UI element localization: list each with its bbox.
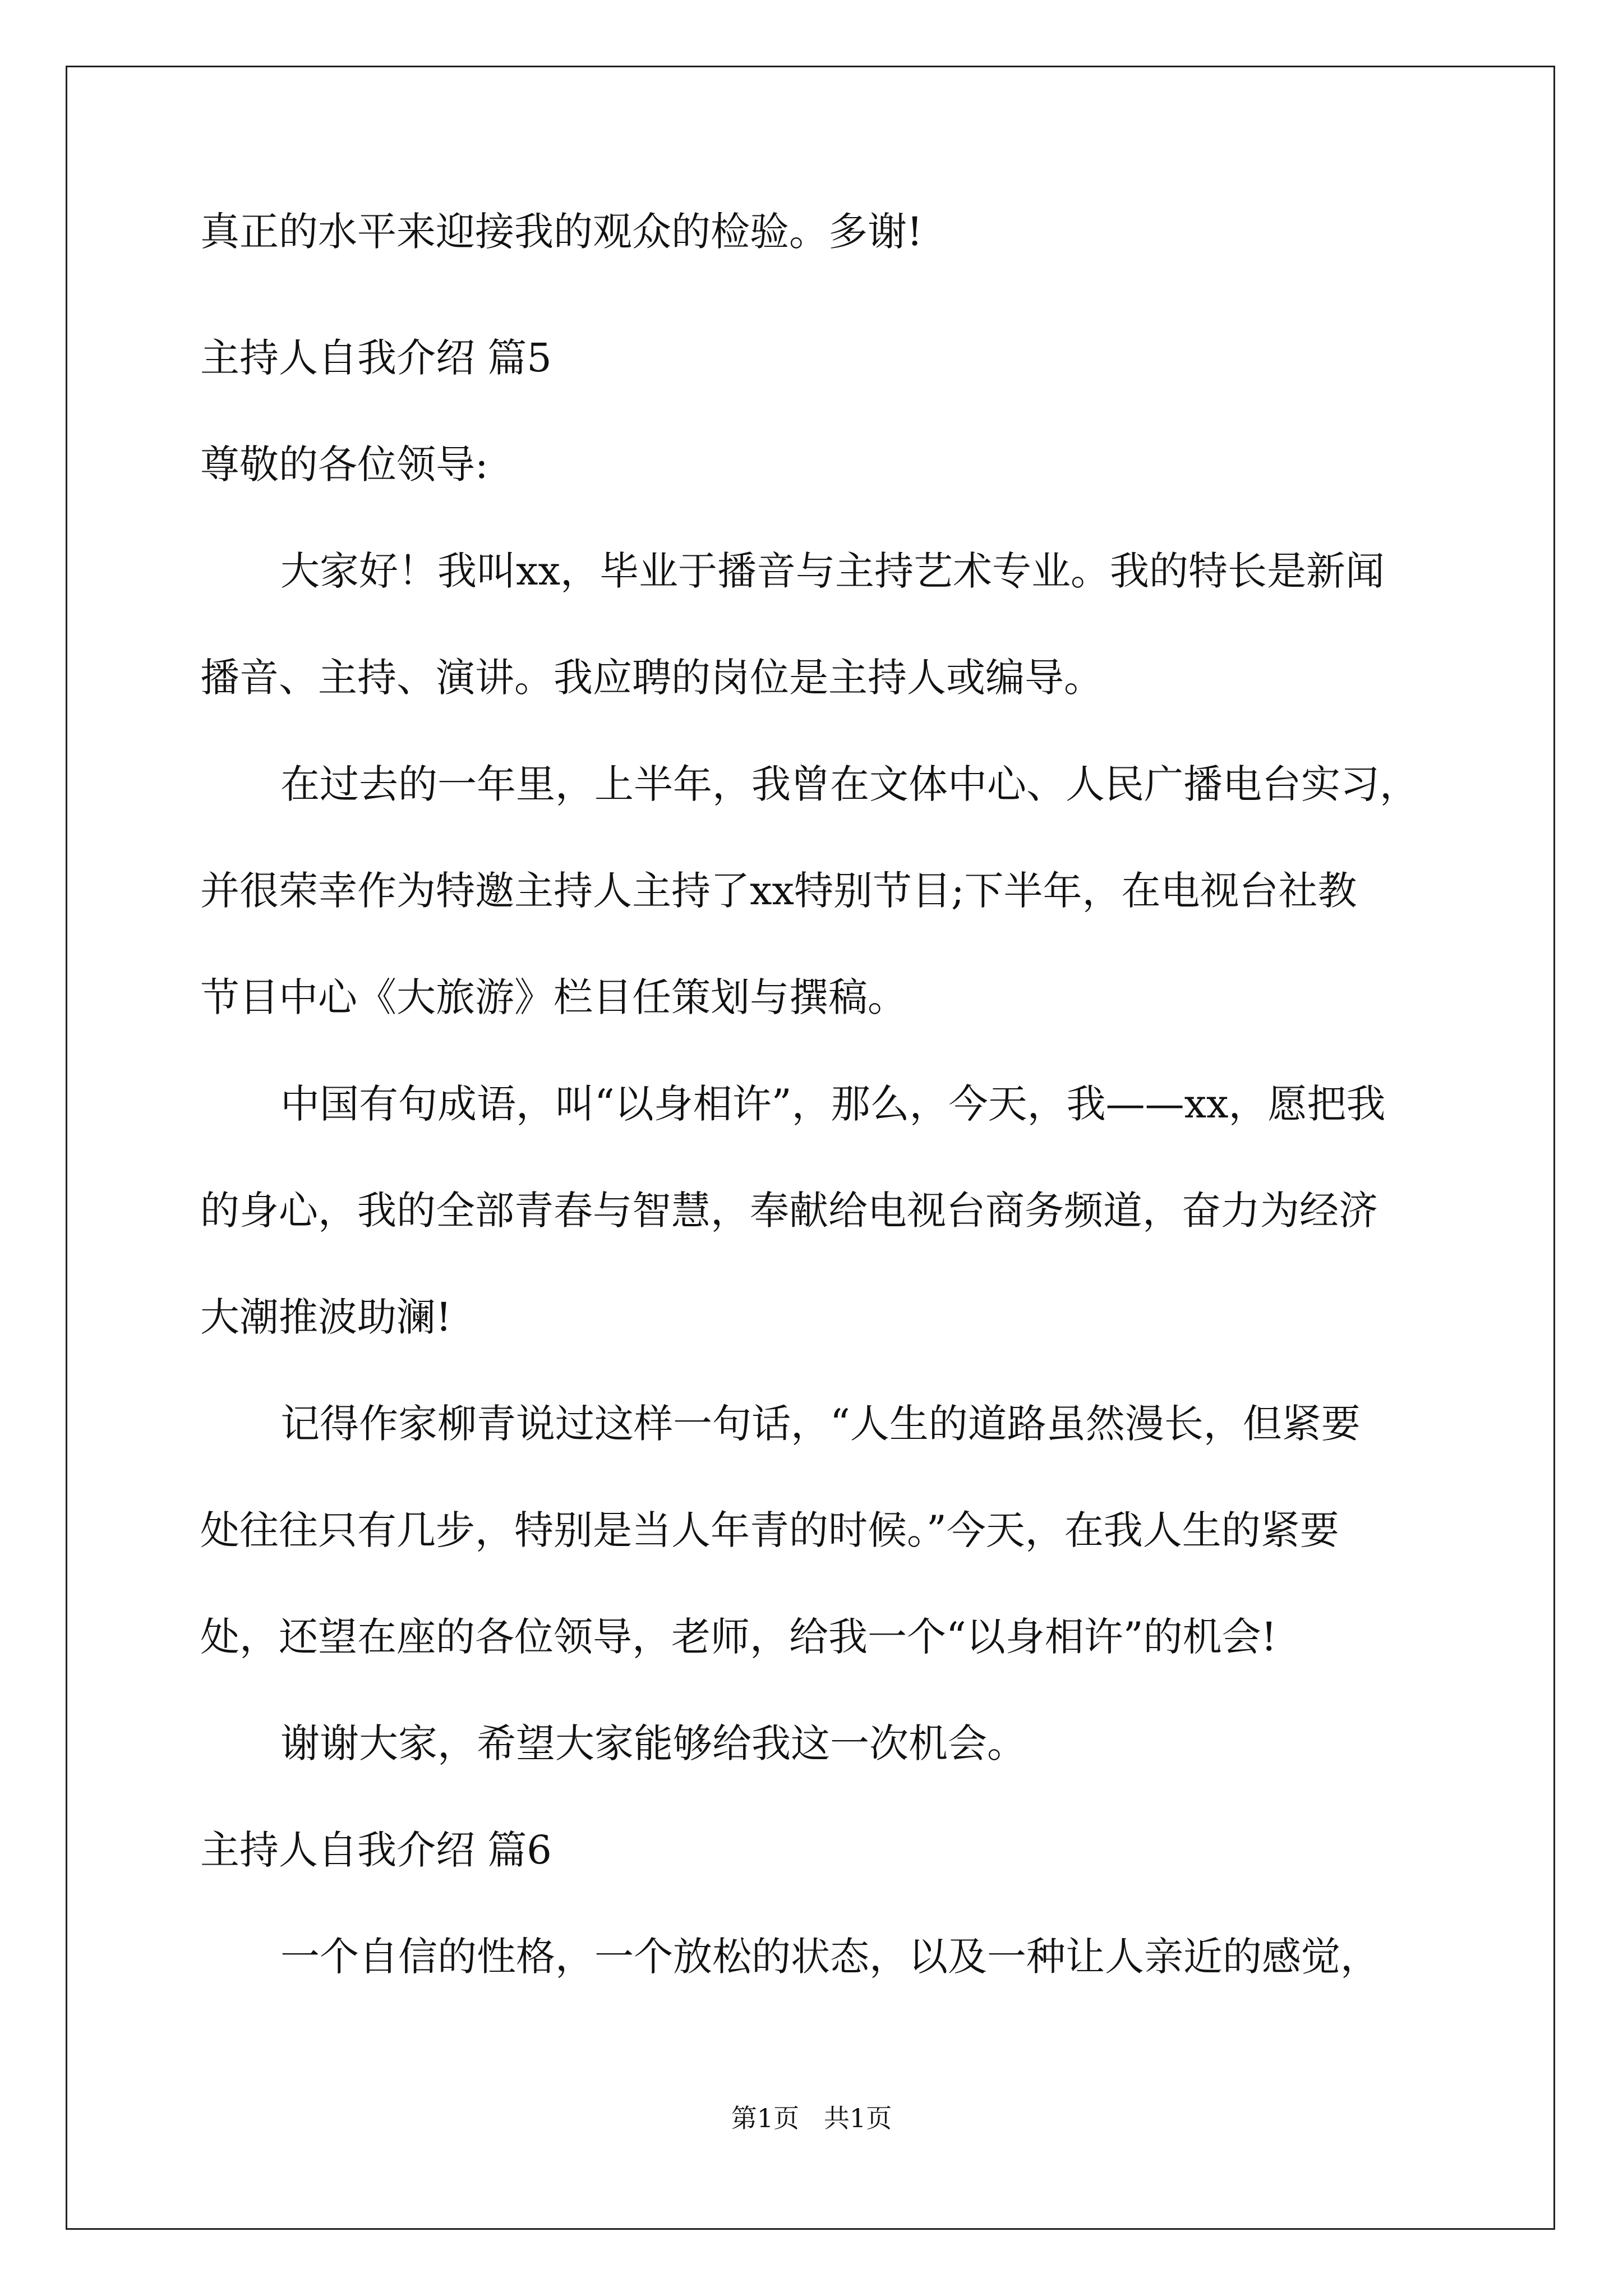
page-number-footer: 第1页 共1页 <box>731 2103 892 2133</box>
paragraph-line: 并很荣幸作为特邀主持人主持了xx特别节目;下半年，在电视台社教 <box>200 868 1357 914</box>
paragraph-line: 真正的水平来迎接我的观众的检验。多谢! <box>200 209 923 255</box>
paragraph-line: 中国有句成语，叫“以身相许”，那么，今天，我——xx，愿把我 <box>280 1081 1386 1127</box>
paragraph-line: 一个自信的性格，一个放松的状态，以及一种让人亲近的感觉， <box>280 1934 1380 1980</box>
paragraph-line: 处往往只有几步，特别是当人年青的时候。”今天，在我人生的紧要 <box>200 1507 1339 1553</box>
paragraph-line: 谢谢大家，希望大家能够给我这一次机会。 <box>280 1720 1026 1766</box>
paragraph-line: 播音、主持、演讲。我应聘的岗位是主持人或编导。 <box>200 655 1103 701</box>
paragraph-line: 大家好！我叫xx，毕业于播音与主持艺术专业。我的特长是新闻 <box>280 548 1385 594</box>
section-heading: 主持人自我介绍 篇6 <box>200 1827 552 1873</box>
salutation: 尊敬的各位领导: <box>200 441 488 487</box>
paragraph-line: 节目中心《大旅游》栏目任策划与撰稿。 <box>200 974 907 1020</box>
paragraph-line: 记得作家柳青说过这样一句话，“人生的道路虽然漫长，但紧要 <box>280 1401 1361 1447</box>
paragraph-line: 处，还望在座的各位领导，老师，给我一个“以身相许”的机会! <box>200 1614 1277 1660</box>
section-heading: 主持人自我介绍 篇5 <box>200 335 552 381</box>
page-border <box>66 66 1555 2230</box>
paragraph-line: 的身心，我的全部青春与智慧，奉献给电视台商务频道，奋力为经济 <box>200 1188 1378 1234</box>
paragraph-line: 大潮推波助澜! <box>200 1294 452 1340</box>
paragraph-line: 在过去的一年里，上半年，我曾在文体中心、人民广播电台实习， <box>280 761 1419 807</box>
